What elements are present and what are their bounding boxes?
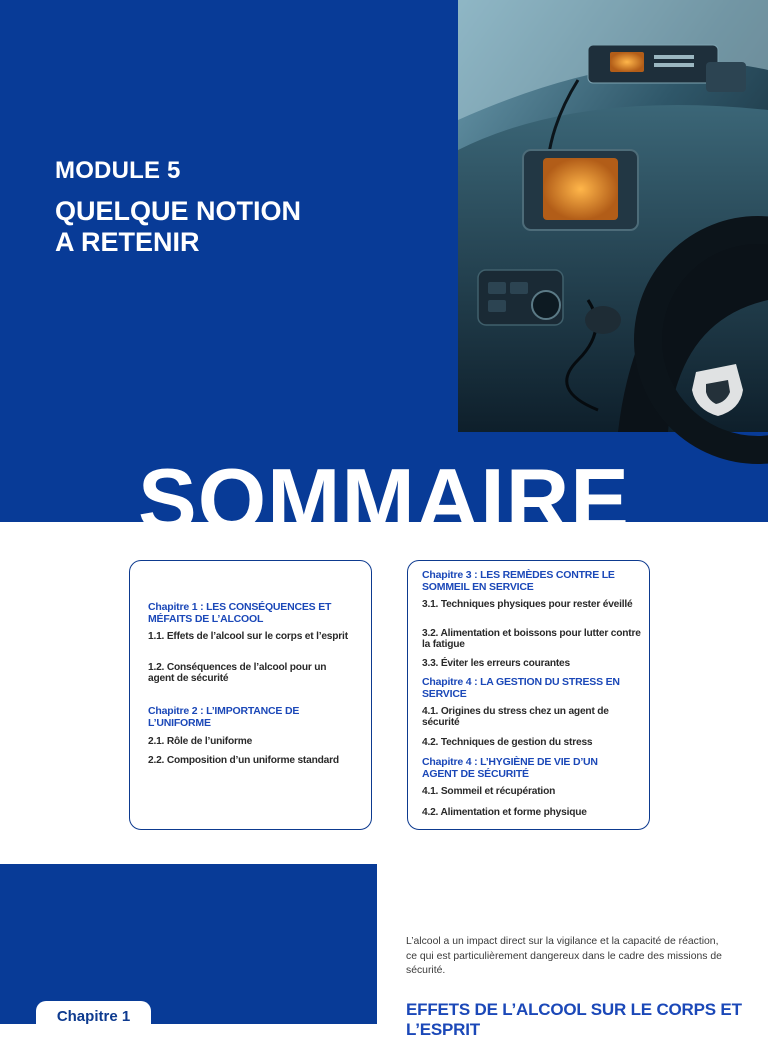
toc-chapter-4b: Chapitre 4 : L’HYGIÈNE DE VIE D’UN AGENT DE SÉCURITÉ [422, 756, 598, 780]
module-title: MODULE 5 [55, 157, 181, 184]
toc-item-3-2: 3.2. Alimentation et boissons pour lutter contre la fatigue [422, 628, 641, 650]
sommaire-title: SOMMAIRE [138, 450, 630, 549]
toc-item-2-1: 2.1. Rôle de l’uniforme [148, 736, 253, 747]
toc-item-4-2: 4.2. Techniques de gestion du stress [422, 737, 593, 748]
toc-item-3-1: 3.1. Techniques physiques pour rester éveillé [422, 599, 633, 610]
section-title: EFFETS DE L’ALCOOL SUR LE CORPS ET L’ESPRIT [406, 1000, 742, 1039]
toc-item-1-2: 1.2. Conséquences de l’alcool pour un agent de sécurité [148, 662, 327, 684]
chapter-intro-text: L’alcool a un impact direct sur la vigilance et la capacité de réaction, ce qui est particulièrement dangereux dans le cadre des missions de sécurité. [406, 936, 722, 977]
toc-item-1-1: 1.1. Effets de l’alcool sur le corps et l’esprit [148, 631, 348, 642]
toc-chapter-2: Chapitre 2 : L’IMPORTANCE DE L’UNIFORME [148, 705, 300, 729]
toc-item-4b-1: 4.1. Sommeil et récupération [422, 786, 556, 797]
toc-item-4b-2: 4.2. Alimentation et forme physique [422, 807, 587, 818]
toc-item-3-3: 3.3. Éviter les erreurs courantes [422, 658, 570, 669]
toc-chapter-1: Chapitre 1 : LES CONSÉQUENCES ET MÉFAITS DE L’ALCOOL [148, 601, 332, 625]
vehicle-interior-photo [458, 0, 768, 432]
toc-chapter-4: Chapitre 4 : LA GESTION DU STRESS EN SERVICE [422, 676, 620, 700]
toc-item-2-2: 2.2. Composition d’un uniforme standard [148, 755, 339, 766]
chapter-chip: Chapitre 1 [36, 1001, 151, 1037]
module-subtitle: QUELQUE NOTION A RETENIR [55, 196, 302, 257]
toc-item-4-1: 4.1. Origines du stress chez un agent de sécurité [422, 706, 609, 728]
toc-chapter-3: Chapitre 3 : LES REMÈDES CONTRE LE SOMMEIL EN SERVICE [422, 569, 615, 593]
chapter-band [0, 864, 377, 1024]
